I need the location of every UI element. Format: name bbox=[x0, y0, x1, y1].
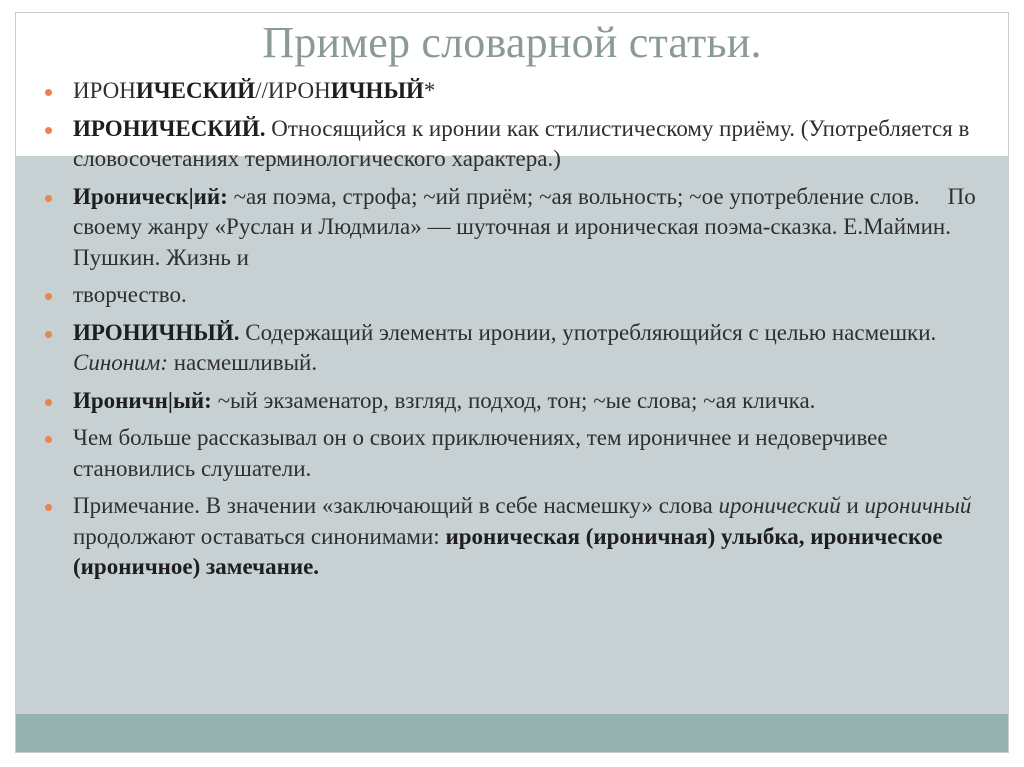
note-text: Примечание. В значении «заключающий в себе насмешку» слова bbox=[73, 493, 719, 518]
bullet-icon bbox=[45, 89, 52, 96]
item-text: ИРОН bbox=[73, 78, 136, 103]
synonym-value: насмешливый. bbox=[168, 350, 318, 375]
list-item bbox=[16, 423, 1008, 484]
bullet-icon bbox=[45, 399, 52, 406]
entry-headword: ИРОНИЧНЫЙ. bbox=[73, 319, 240, 345]
bullet-icon bbox=[45, 504, 52, 511]
entry-examples: ~ый экзаменатор, взгляд, подход, тон; ~ые слова; ~ая кличка. bbox=[211, 387, 816, 413]
entry-headword: ИРОНИЧЕСКИЙ. bbox=[73, 115, 266, 141]
bullet-icon bbox=[45, 293, 52, 300]
entry-quote: По своему жанру «Руслан и Людмила» — шуточная и ироническая поэма-сказка. Е.Маймин. Пушкин. Жизнь и bbox=[73, 183, 976, 270]
footer-band bbox=[16, 714, 1008, 752]
note-italic: иронический bbox=[718, 493, 841, 518]
list-item bbox=[16, 182, 1008, 274]
item-text: Чем больше рассказывал он о своих приключениях, тем ироничнее и недоверчивее становились слушатели. bbox=[73, 425, 888, 481]
item-bold: ИЧНЫЙ bbox=[330, 78, 424, 103]
bullet-icon bbox=[45, 127, 52, 134]
list-item bbox=[16, 76, 1008, 107]
slide-content bbox=[16, 76, 1008, 590]
item-text: * bbox=[423, 78, 436, 103]
entry-definition: Содержащий элементы иронии, употребляющийся с целью насмешки. bbox=[239, 319, 937, 345]
bullet-list bbox=[16, 76, 1008, 583]
synonym-label: Синоним: bbox=[73, 350, 168, 375]
list-item bbox=[16, 386, 1008, 417]
list-item bbox=[16, 280, 1008, 311]
item-text: творчество. bbox=[73, 282, 187, 307]
list-item bbox=[16, 491, 1008, 583]
slide-title: Пример словарной статьи. bbox=[262, 18, 762, 67]
entry-examples: ~ая поэма, строфа; ~ий приём; ~ая вольность; ~ое употребление слов. bbox=[227, 183, 920, 209]
entry-headword: Ироническ|ий: bbox=[73, 183, 228, 209]
note-text: и bbox=[840, 493, 865, 518]
entry-definition: Относящийся к иронии как стилистическому приёму. (Употребляется в словосочетаниях терминологического характера.) bbox=[73, 115, 970, 171]
note-bold: ироническая (ироничная) улыбка, ироническое (ироничное) замечание. bbox=[73, 523, 943, 579]
note-text: продолжают оставаться синонимами: bbox=[73, 523, 446, 549]
item-text: //ИРОН bbox=[255, 78, 331, 103]
list-item bbox=[16, 318, 1008, 379]
bullet-icon bbox=[45, 331, 52, 338]
entry-headword: Ироничн|ый: bbox=[73, 387, 212, 413]
slide-frame bbox=[15, 12, 1009, 753]
list-item bbox=[16, 114, 1008, 175]
item-bold: ИЧЕСКИЙ bbox=[135, 78, 256, 103]
bullet-icon bbox=[45, 436, 52, 443]
bullet-icon bbox=[45, 195, 52, 202]
note-italic: ироничный bbox=[864, 493, 972, 518]
